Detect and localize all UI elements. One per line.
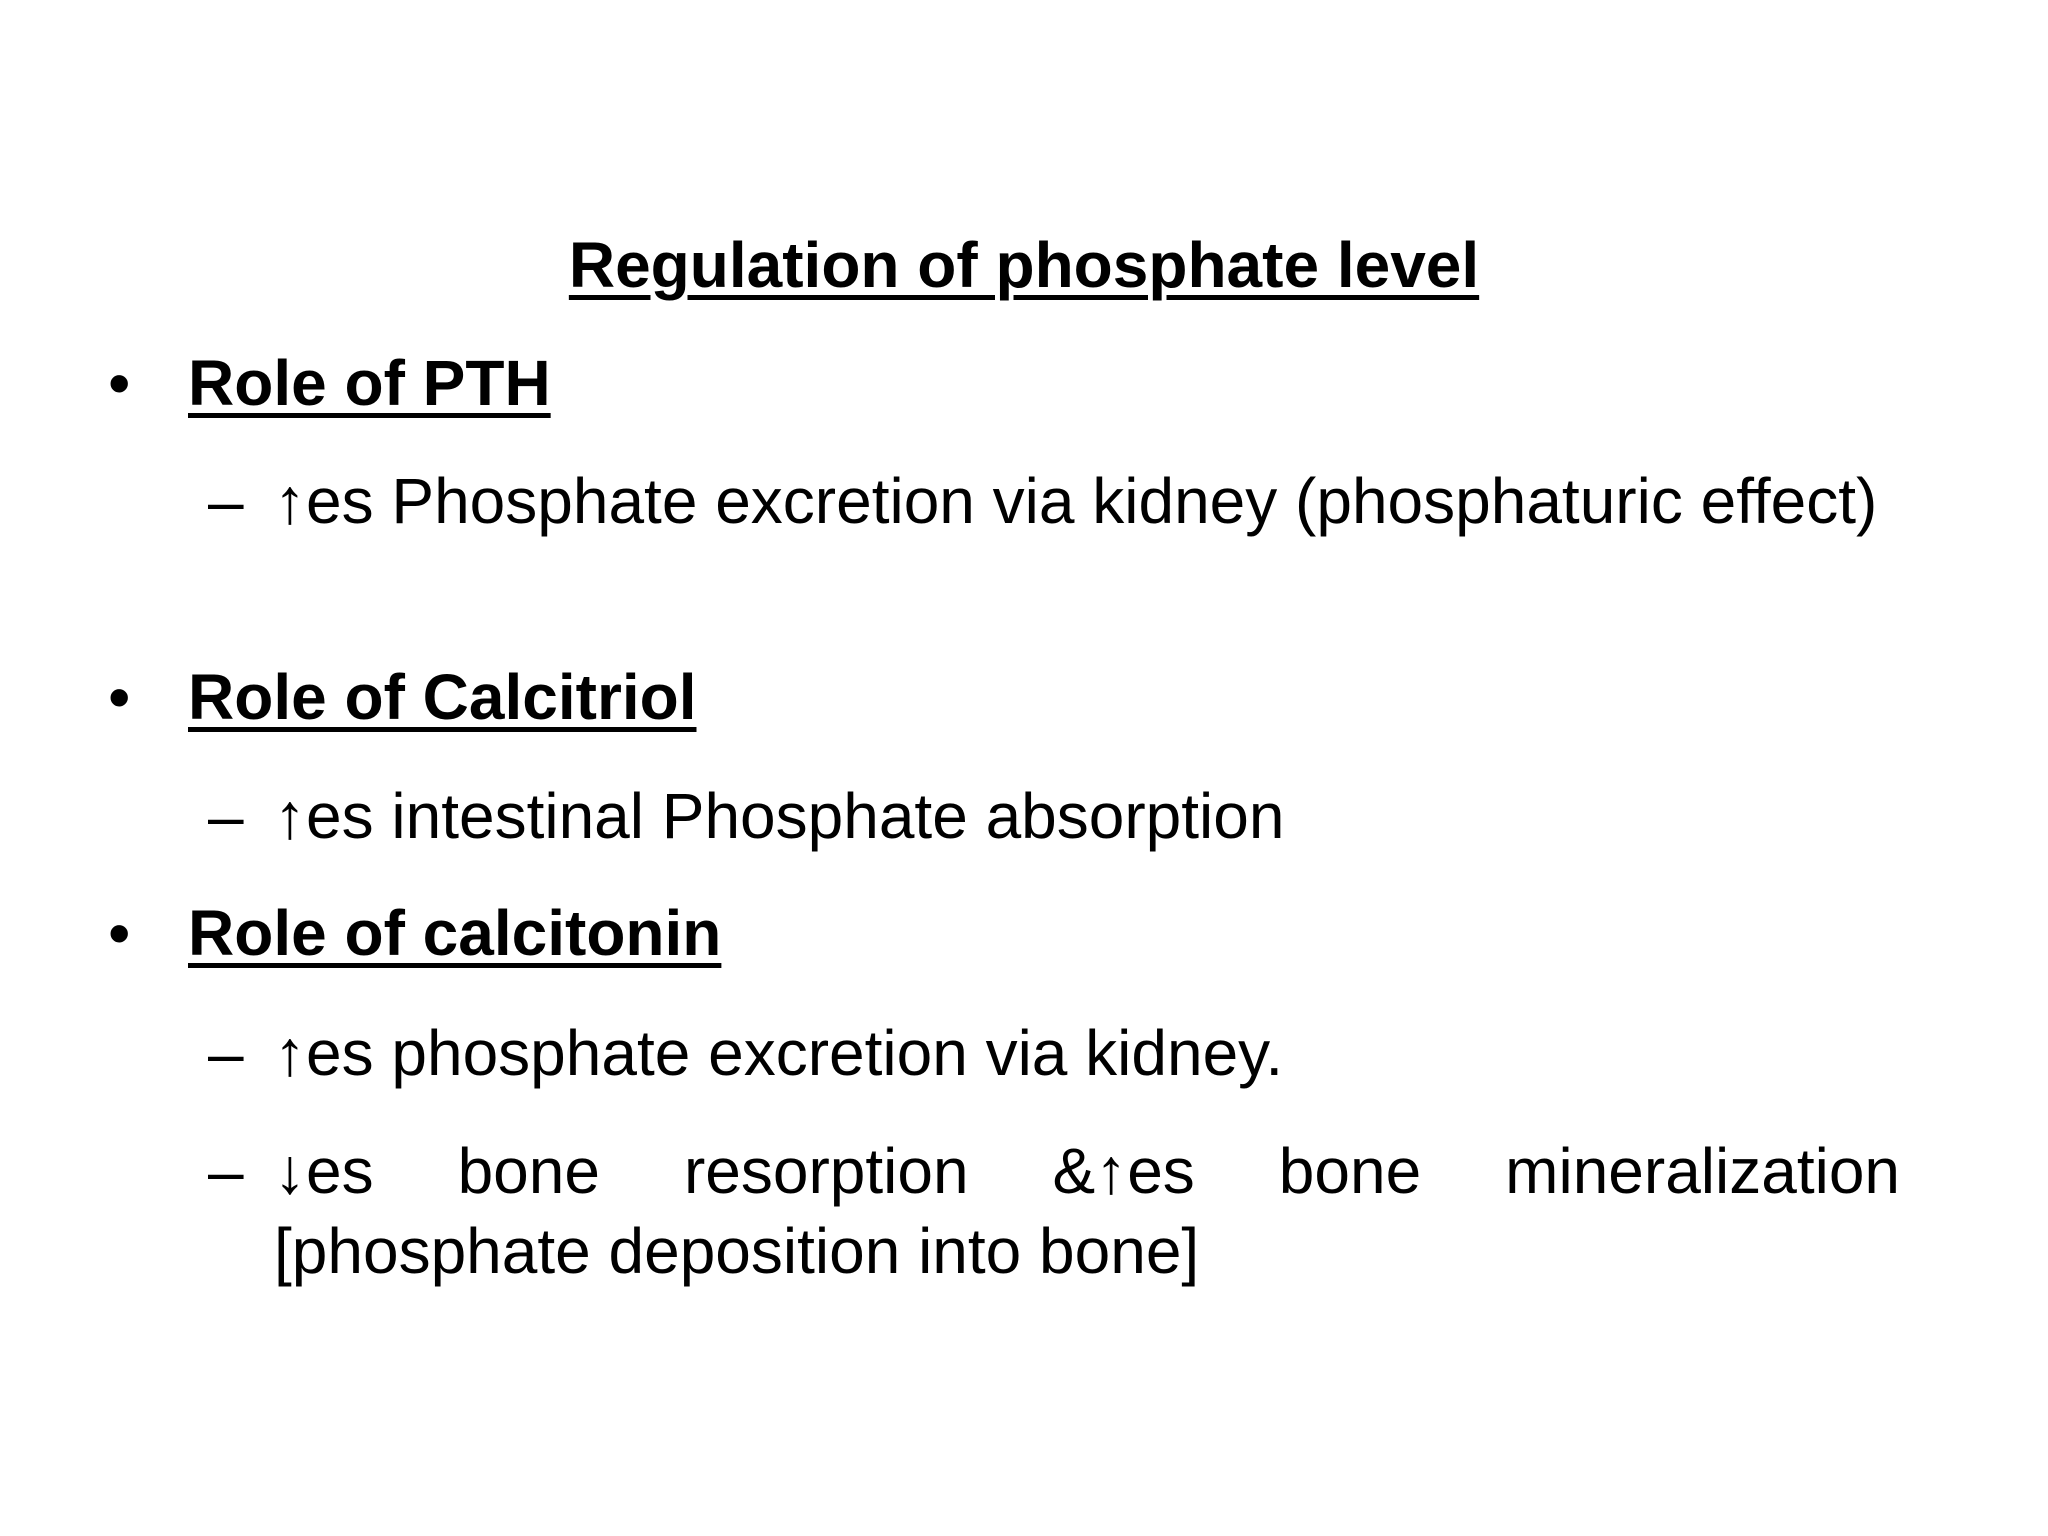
bullet-heading: Role of calcitonin xyxy=(188,897,722,969)
bullet-role-of-calcitonin xyxy=(104,893,1904,973)
sub-point-text: ↑es intestinal Phosphate absorption xyxy=(274,780,1285,852)
bullet-role-of-pth xyxy=(104,343,1904,423)
bullet-role-of-calcitriol xyxy=(104,657,1904,737)
sub-point-text: ↑es phosphate excretion via kidney. xyxy=(274,1017,1284,1089)
bullet-heading: Role of Calcitriol xyxy=(188,661,697,733)
bullet-heading: Role of PTH xyxy=(188,347,551,419)
sub-dash: – xyxy=(208,1135,244,1207)
sub-point-calcitonin-1 xyxy=(208,1013,1908,1093)
sub-point-calcitriol-1 xyxy=(208,776,1908,856)
sub-dash: – xyxy=(208,780,244,852)
bullet-dot: • xyxy=(108,347,131,419)
sub-dash: – xyxy=(208,1017,244,1089)
sub-dash: – xyxy=(208,465,244,537)
sub-point-text: ↓es bone resorption &↑es bone mineralization [phosphate deposition into bone] xyxy=(274,1135,1900,1287)
sub-point-calcitonin-2 xyxy=(208,1131,1908,1291)
bullet-dot: • xyxy=(108,661,131,733)
sub-point-pth-1 xyxy=(208,461,1908,541)
sub-point-text: ↑es Phosphate excretion via kidney (phosphaturic effect) xyxy=(274,465,1878,537)
bullet-dot: • xyxy=(108,897,131,969)
slide-title: Regulation of phosphate level xyxy=(568,229,1480,301)
